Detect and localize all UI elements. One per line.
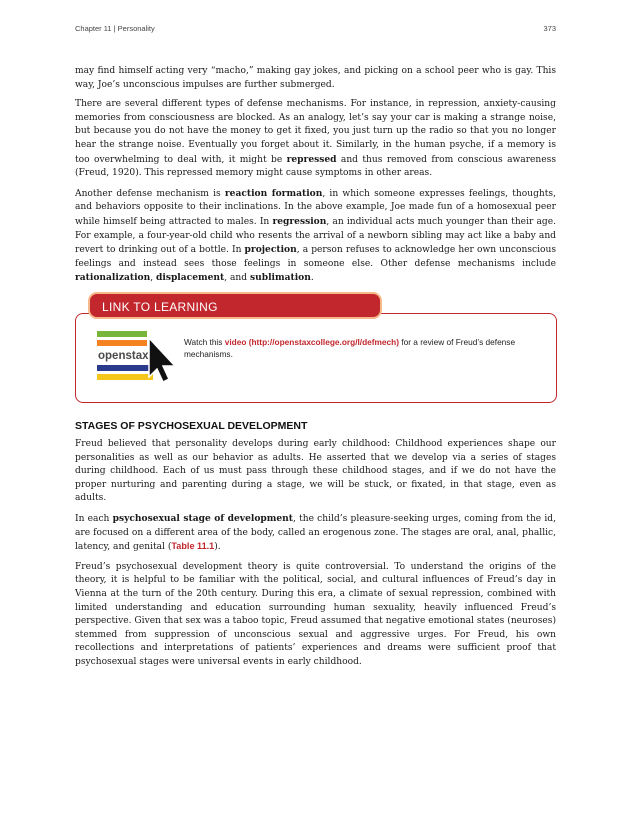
chapter-title: Chapter 11 | Personality [75,24,155,33]
logo-bar-green [97,331,147,337]
logo-bar-yellow [97,374,153,380]
text-run: There are several different types of defense mechanisms. For instance, in repression, anxiety-causing memories from consciousness are blocked. As an analogy, let’s say your car is making a strange noise, but because you do not have the money to get it fixed, you just turn up the radio so that you no longer hear the strange noise. Eventually you forget about it. Similarly, in the human psyche, if a memory is too overwhelming to deal with, it might be [75,99,556,165]
paragraph [75,98,556,181]
key-term-reaction-formation: reaction formation [224,187,323,199]
key-term-sublimation: sublimation [249,272,311,284]
running-header [75,24,556,38]
text-run: may find himself acting very “macho,” making gay jokes, and picking on a school peer who is gay. This way, Joe’s unconscious impulses are further submerged. [75,66,556,90]
paragraph [75,65,556,92]
text-run: , [150,273,157,284]
body-text-lower [75,438,556,676]
text-run: Freud believed that personality develops during early childhood: Childhood experiences shape our personalities as well as our behavior as adults. He asserted that we develop via a series of stages during childhood. Each of us must pass through these childhood stages, and if we do not have the proper nurturing and parenting during a stage, we will be stuck, or fixated, in that stage, even as adults. [75,439,556,504]
link-to-learning-title: LINK TO LEARNING [102,300,218,314]
logo-text: openstax [98,350,149,362]
text-run: Watch this [184,337,225,347]
video-link[interactable]: video (http://openstaxcollege.org/l/defmech) [224,337,399,347]
body-text-upper [75,65,556,292]
key-term-rationalization: rationalization [75,272,151,284]
key-term-psychosexual-stage: psychosexual stage of development [112,512,293,524]
text-run: , the child’s pleasure-seeking urges, coming from the id, are focused on a different area of the body, called an erogenous zone. The stages are oral, anal, phallic, latency, and genital ( [75,513,557,553]
paragraph [75,512,556,555]
link-to-learning-tab [88,292,382,319]
section-heading: STAGES OF PSYCHOSEXUAL DEVELOPMENT [75,420,308,432]
key-term-repressed: repressed [286,153,337,165]
paragraph [75,561,556,670]
text-run: , and [224,273,250,284]
text-run: , an individual acts much younger than their age. For example, a four-year-old child who resents the arrival of a newborn sibling may act like a baby and revert to drinking out of a bottle. In [75,216,557,256]
text-run: and thus removed from conscious awareness (Freud, 1920). This repressed memory might cause symptoms in other areas. [75,154,556,179]
openstax-logo-icon [97,331,187,385]
text-run: for a review of Freud’s defense mechanisms. [184,337,516,359]
text-run: Freud’s psychosexual development theory is quite controversial. To understand the origins of the theory, it is helpful to be familiar with the political, social, and cultural influences of Freud’s day in Vienna at the turn of the 20th century. During this era, a climate of sexual repression, combined with limited understanding and education surrounding human sexuality, heavily influenced Freud’s perspective. Given that sex was a taboo topic, Freud assumed that negative emotional states (neuroses) stemmed from suppression of unconscious sexual and aggressive urges. For Freud, his own recollections and interpretations of patients’ experiences and dreams were sufficient proof that psychosexual stages were universal events in early childhood. [75,561,556,667]
key-term-displacement: displacement [156,272,225,284]
text-run: ). [214,542,221,553]
key-term-regression: regression [272,215,327,227]
text-run: , a person refuses to acknowledge her own unconscious feelings and instead sees those feelings in someone else. Other defense mechanisms include [75,245,556,269]
paragraph [75,438,556,506]
key-term-projection: projection [244,244,297,256]
text-run: , in which someone expresses feelings, thoughts, and behaviors opposite to their inclinations. In the above example, Joe made fun of a homosexual peer while himself being attracted to males. In [75,188,556,227]
table-reference-link[interactable]: Table 11.1 [171,541,215,552]
logo-bar-blue [97,365,153,371]
logo-bar-orange [97,340,147,346]
paragraph [75,187,556,286]
page-number: 373 [543,24,556,33]
link-to-learning-text [184,337,534,360]
text-run: In each [75,513,113,524]
text-run: Another defense mechanism is [75,188,225,199]
text-run: . [310,273,314,284]
